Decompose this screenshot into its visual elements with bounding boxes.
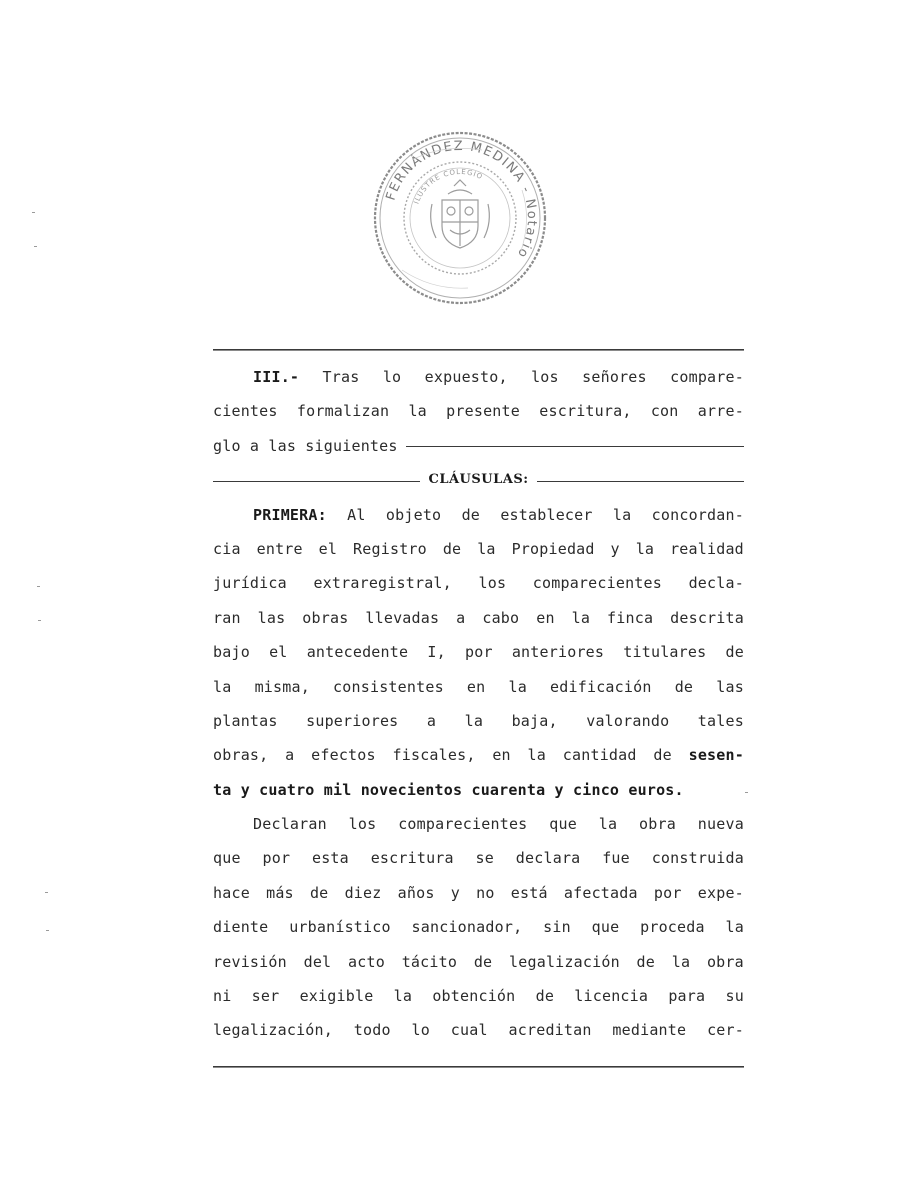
bottom-divider-rule (213, 1066, 744, 1068)
word: por (262, 849, 291, 868)
text-line (213, 463, 744, 497)
text-line (213, 979, 744, 1013)
word: lo (411, 1021, 430, 1040)
word: su (725, 987, 744, 1006)
word: cabo (482, 608, 520, 627)
word: la (408, 402, 427, 421)
word: exigible (299, 987, 374, 1006)
word: que (591, 918, 620, 937)
word: efectos (311, 746, 376, 765)
word: concordan- (651, 505, 744, 524)
clauses-heading: CLÁUSULAS: (428, 472, 529, 488)
scan-speck (46, 930, 49, 931)
document-body (213, 360, 744, 1048)
word: objeto (385, 505, 442, 524)
word: la (527, 746, 547, 765)
word: años (397, 883, 435, 902)
word: y (610, 539, 620, 558)
word: glo a las siguientes (213, 436, 398, 455)
word: del (303, 952, 332, 971)
word: de (653, 746, 672, 765)
word: comparecientes (398, 815, 528, 834)
word: de (461, 505, 481, 524)
word: cual (450, 1021, 488, 1040)
word: todo (353, 1021, 391, 1040)
word: Registro (353, 539, 427, 558)
word: y (450, 883, 460, 902)
word: finca (607, 608, 654, 627)
word: los (478, 574, 507, 593)
word: escritura, (539, 402, 632, 421)
word: por (653, 883, 682, 902)
word: plantas (213, 711, 278, 730)
scan-speck (32, 212, 35, 213)
text-line (213, 360, 744, 394)
word: entre (256, 539, 303, 558)
word: revisión (213, 952, 287, 971)
word: obras (302, 608, 349, 627)
text-line (213, 394, 744, 428)
text-line (213, 601, 744, 635)
word: los (531, 368, 559, 386)
word: obra (639, 815, 676, 834)
word: de (725, 643, 744, 662)
word: la (508, 677, 527, 696)
word: descrita (670, 608, 744, 627)
scan-speck (34, 246, 37, 247)
word: cientes (213, 402, 278, 421)
word: decla- (688, 574, 744, 593)
word: Declaran (253, 815, 327, 834)
word: ran (213, 608, 241, 627)
word: sancionador, (411, 918, 523, 937)
word: arre- (697, 402, 744, 421)
word: la (213, 677, 232, 696)
word: cantidad (562, 746, 637, 765)
word: compare- (670, 368, 744, 386)
word: expe- (697, 883, 744, 902)
word: en (466, 677, 486, 696)
word: valorando (586, 711, 670, 730)
word: superiores (306, 711, 399, 730)
word: de (674, 677, 694, 696)
word: la (464, 711, 484, 730)
word: antecedente (306, 643, 409, 662)
word: con (650, 402, 679, 421)
word: formalizan (296, 402, 390, 421)
word: no (476, 883, 495, 902)
word: fiscales, (392, 746, 476, 765)
word: diente (213, 918, 269, 937)
amount-text: sesen- (688, 746, 744, 765)
word: I, (427, 643, 446, 662)
word: a (285, 746, 295, 765)
word: consistentes (333, 677, 444, 696)
word: nueva (697, 815, 744, 834)
clause-label: PRIMERA: (253, 505, 327, 524)
word: de (473, 952, 493, 971)
word: la (571, 608, 591, 627)
scan-speck (38, 620, 41, 621)
text-line (213, 704, 744, 738)
word: la (393, 987, 413, 1006)
word: para (668, 987, 706, 1006)
word: por (464, 643, 493, 662)
word: establecer (500, 505, 593, 524)
word: los (348, 815, 377, 834)
word: se (475, 849, 495, 868)
word: legalización, (213, 1021, 333, 1040)
word: proceda (640, 918, 705, 937)
text-line (213, 738, 744, 772)
word: las (716, 677, 744, 696)
word: ser (251, 987, 280, 1006)
word: la (725, 918, 744, 937)
word: mediante (612, 1021, 687, 1040)
word: más (266, 883, 294, 902)
seal-inner-text: ILUSTRE COLEGIO (412, 167, 485, 206)
word: fue (602, 849, 630, 868)
word: la (671, 952, 691, 971)
section-number: III.- (253, 368, 300, 386)
text-line (213, 876, 744, 910)
word: de (442, 539, 462, 558)
word: las (257, 608, 286, 627)
word: baja, (511, 711, 558, 730)
word: cer- (707, 1021, 744, 1040)
word: misma, (254, 677, 310, 696)
word: en (492, 746, 511, 765)
word: está (510, 883, 548, 902)
word: acto (348, 952, 385, 971)
fill-dash-line (406, 446, 744, 447)
scan-speck (745, 792, 748, 793)
word: realidad (670, 539, 744, 558)
word: lo (382, 368, 402, 386)
word: edificación (550, 677, 652, 696)
word: declara (515, 849, 581, 868)
word: jurídica (213, 574, 287, 593)
word: legalización (509, 952, 620, 971)
word: titulares (623, 643, 707, 662)
word: construida (651, 849, 744, 868)
word: afectada (563, 883, 638, 902)
text-line (213, 773, 744, 807)
word: licencia (574, 987, 649, 1006)
word: Propiedad (511, 539, 595, 558)
word: el (269, 643, 288, 662)
seal-outer-text: FERNÁNDEZ MEDINA - Notario (383, 138, 540, 262)
word: comparecientes (532, 574, 662, 593)
notary-seal-stamp (372, 130, 548, 306)
word: que (213, 849, 241, 868)
text-line (213, 1013, 744, 1047)
word: la (635, 539, 655, 558)
text-line (213, 429, 744, 463)
word: Tras (322, 368, 360, 386)
word: de (636, 952, 656, 971)
text-line (213, 566, 744, 600)
word: ni (213, 987, 232, 1006)
word: el (318, 539, 338, 558)
coat-of-arms-emblem (431, 180, 490, 248)
word: esta (311, 849, 349, 868)
word: de (535, 987, 555, 1006)
word: hace (213, 883, 250, 902)
fill-dash-line (213, 481, 420, 482)
word: que (549, 815, 577, 834)
word: escritura (370, 849, 454, 868)
word: llevadas (365, 608, 440, 627)
word: presente (446, 402, 521, 421)
text-line (213, 910, 744, 944)
word: obras, (213, 746, 269, 765)
word: la (598, 815, 618, 834)
word: tácito (401, 952, 458, 971)
word: la (477, 539, 496, 558)
scan-speck (37, 586, 40, 587)
word: bajo (213, 643, 250, 662)
word: diez (344, 883, 382, 902)
word: extraregistral, (313, 574, 452, 593)
fill-dash-line (537, 481, 744, 482)
word: sin (543, 918, 571, 937)
text-line (213, 807, 744, 841)
word: obra (706, 952, 744, 971)
word: cia (213, 539, 241, 558)
text-line (213, 841, 744, 875)
amount-text: ta y cuatro mil novecientos cuarenta y cinco euros. (213, 780, 684, 799)
text-line (213, 670, 744, 704)
text-line (213, 532, 744, 566)
top-divider-rule (213, 349, 744, 351)
text-line (213, 945, 744, 979)
word: obtención (432, 987, 516, 1006)
word: señores (582, 368, 647, 386)
word: Al (347, 505, 366, 524)
word: urbanístico (289, 918, 391, 937)
word: anteriores (511, 643, 605, 662)
word: a (456, 608, 466, 627)
word: en (536, 608, 555, 627)
text-line (213, 498, 744, 532)
word: de (309, 883, 329, 902)
word: expuesto, (424, 368, 508, 386)
word: a (426, 711, 437, 730)
word: tales (697, 711, 744, 730)
word: la (612, 505, 632, 524)
scan-speck (45, 892, 48, 893)
word: acreditan (508, 1021, 592, 1040)
text-line (213, 635, 744, 669)
